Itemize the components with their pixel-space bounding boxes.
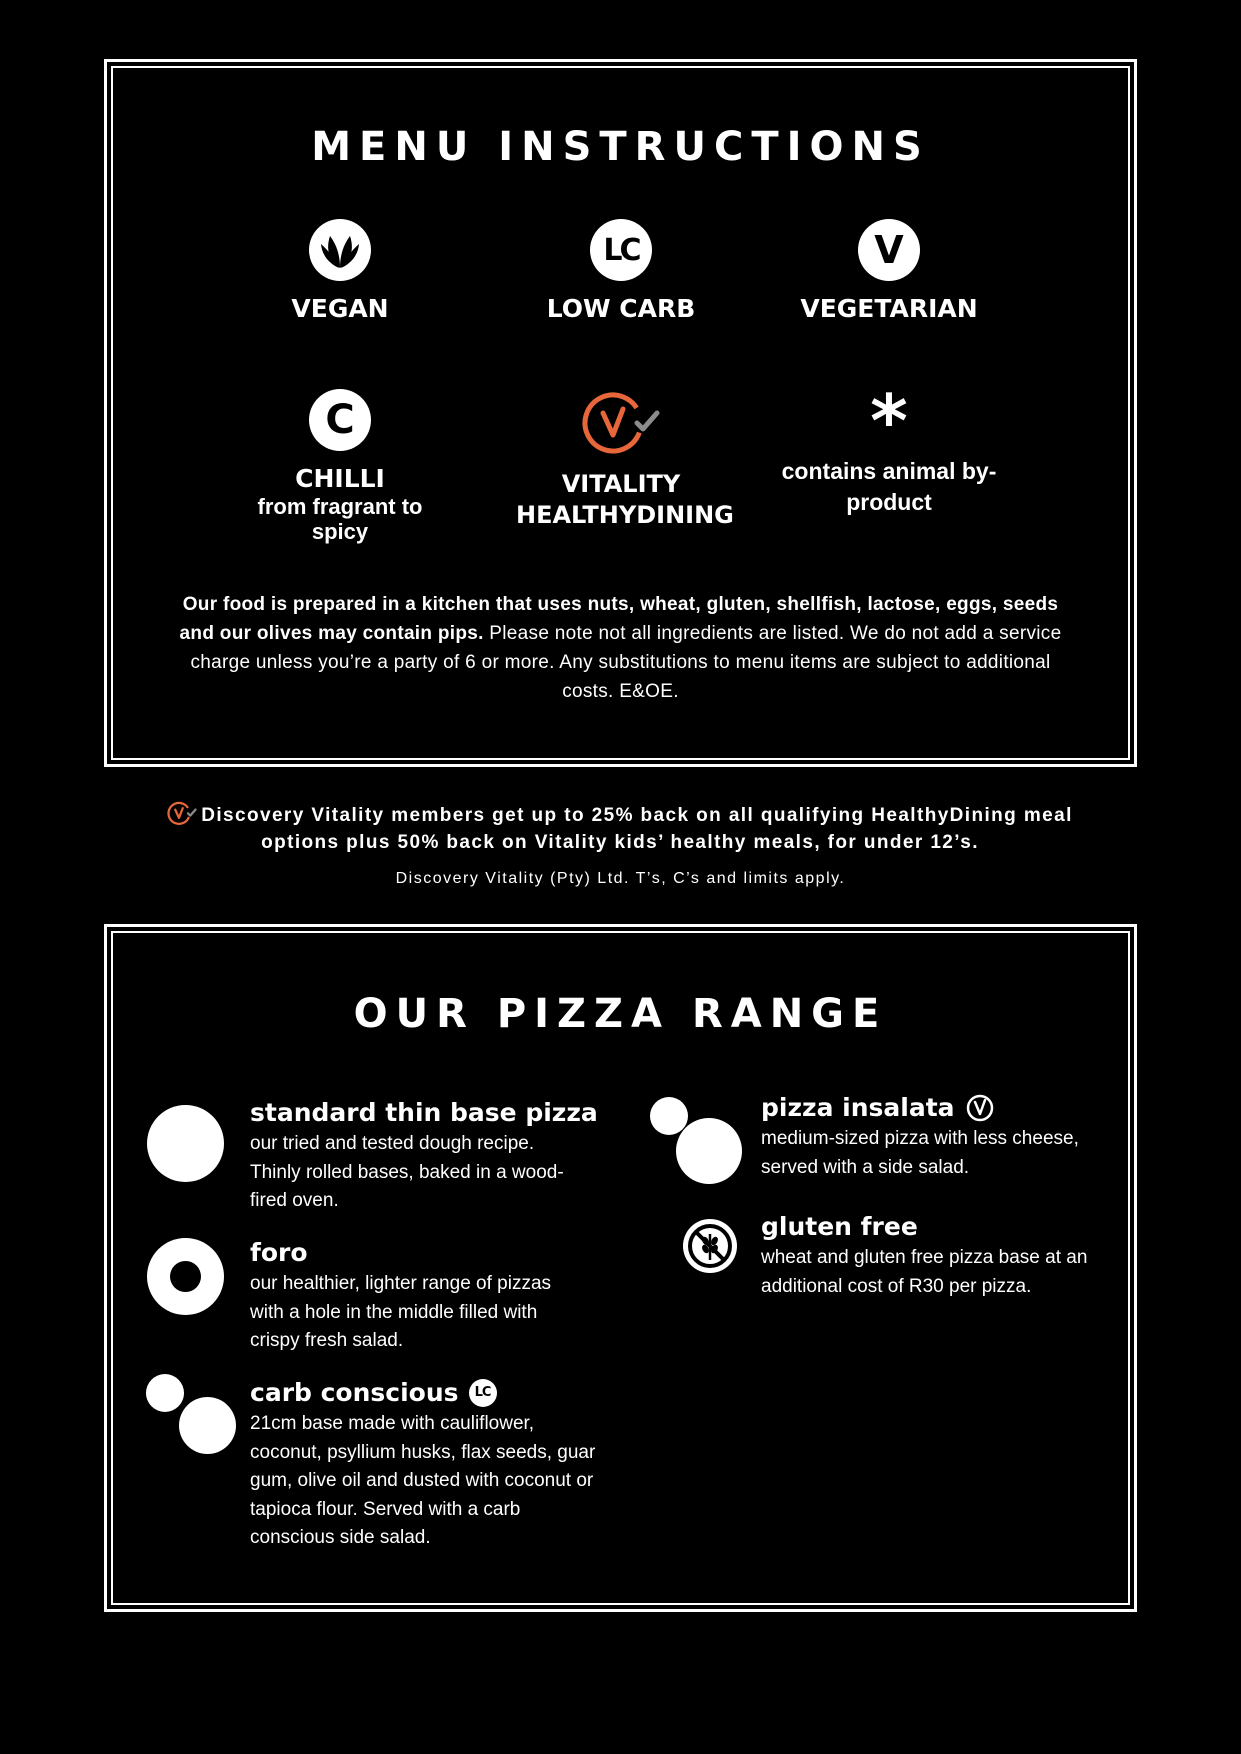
allergen-notice-bold: Our food is prepared in a kitchen that uses nuts, wheat, gluten, shellfish, lactose, eggs, seeds and our olives may contain pips. — [179, 594, 1059, 644]
menu-instructions-panel — [104, 59, 1137, 767]
vitality-badge-icon — [965, 1093, 995, 1123]
vitality-promo-text: Discovery Vitality members get up to 25% back on all qualifying HealthyDining meal options plus 50% back on Vitality kids’ healthy meals, for under 12’s. — [201, 805, 1073, 853]
leaf-icon — [309, 219, 371, 281]
thin-base-icon — [147, 1105, 224, 1182]
legend-label: VEGETARIAN — [800, 294, 978, 323]
legend-label: CHILLI — [295, 464, 385, 493]
low-carb-icon: LC — [469, 1379, 497, 1407]
allergen-notice — [167, 590, 1074, 706]
legend-vegan — [210, 219, 470, 324]
legend-label: LOW CARB — [546, 294, 696, 323]
pizza-item-carb-conscious — [250, 1377, 600, 1553]
foro-icon — [147, 1238, 224, 1315]
menu-instructions-title: MENU INSTRUCTIONS — [311, 124, 930, 170]
legend-label: VEGAN — [291, 294, 389, 323]
legend-sub: from fragrant to spicy — [257, 494, 423, 544]
pizza-range-title: OUR PIZZA RANGE — [353, 991, 888, 1037]
legend-chilli — [210, 389, 470, 544]
pizza-desc: medium-sized pizza with less cheese, served with a side salad. — [761, 1128, 1079, 1178]
pizza-range-panel — [104, 924, 1137, 1612]
pizza-name: foro — [250, 1238, 308, 1267]
pizza-name — [250, 1377, 600, 1409]
gluten-free-icon — [680, 1216, 740, 1276]
pizza-desc: our healthier, lighter range of pizzas with a hole in the middle filled with crispy fresh salad. — [250, 1273, 552, 1351]
legend-low-carb — [491, 219, 751, 324]
allergen-notice-text: Please note not all ingredients are listed. We do not add a service charge unless you’re a party of 6 or more. Any substitutions to menu items are subject to additional costs. E&OE. — [190, 623, 1062, 702]
vitality-icon — [167, 800, 197, 826]
pizza-item-standard — [250, 1097, 598, 1216]
vitality-fine-print: Discovery Vitality (Pty) Ltd. T’s, C’s and limits apply. — [395, 870, 846, 887]
legend-label: VITALITY HEALTHYDINING — [516, 470, 734, 529]
pizza-name: gluten free — [761, 1212, 918, 1241]
chilli-icon: C — [309, 389, 371, 451]
vitality-icon — [581, 389, 661, 455]
pizza-desc: our tried and tested dough recipe. Thinly rolled bases, baked in a wood-fired oven. — [250, 1133, 564, 1211]
pizza-item-insalata — [761, 1092, 1131, 1182]
pizza-name-text: pizza insalata — [761, 1093, 955, 1122]
pizza-item-gluten-free — [761, 1211, 1131, 1301]
legend-animal-by-product — [759, 379, 1019, 518]
pizza-desc: wheat and gluten free pizza base at an additional cost of R30 per pizza. — [761, 1247, 1088, 1297]
legend-vitality — [491, 389, 751, 531]
pizza-item-foro — [250, 1237, 580, 1356]
pizza-desc: 21cm base made with cauliflower, coconut, psyllium husks, flax seeds, guar gum, olive oil and dusted with coconut or tapioca flour. Served with a carb conscious side salad. — [250, 1413, 596, 1548]
vitality-promo — [140, 800, 1100, 856]
pizza-name — [761, 1092, 1131, 1124]
legend-sub: contains animal by-product — [781, 458, 997, 515]
vegetarian-icon: V — [858, 219, 920, 281]
pizza-name-text: carb conscious — [250, 1378, 459, 1407]
legend-vegetarian — [759, 219, 1019, 324]
low-carb-icon: LC — [590, 219, 652, 281]
pizza-name: standard thin base pizza — [250, 1098, 598, 1127]
asterisk-icon: * — [870, 379, 908, 463]
